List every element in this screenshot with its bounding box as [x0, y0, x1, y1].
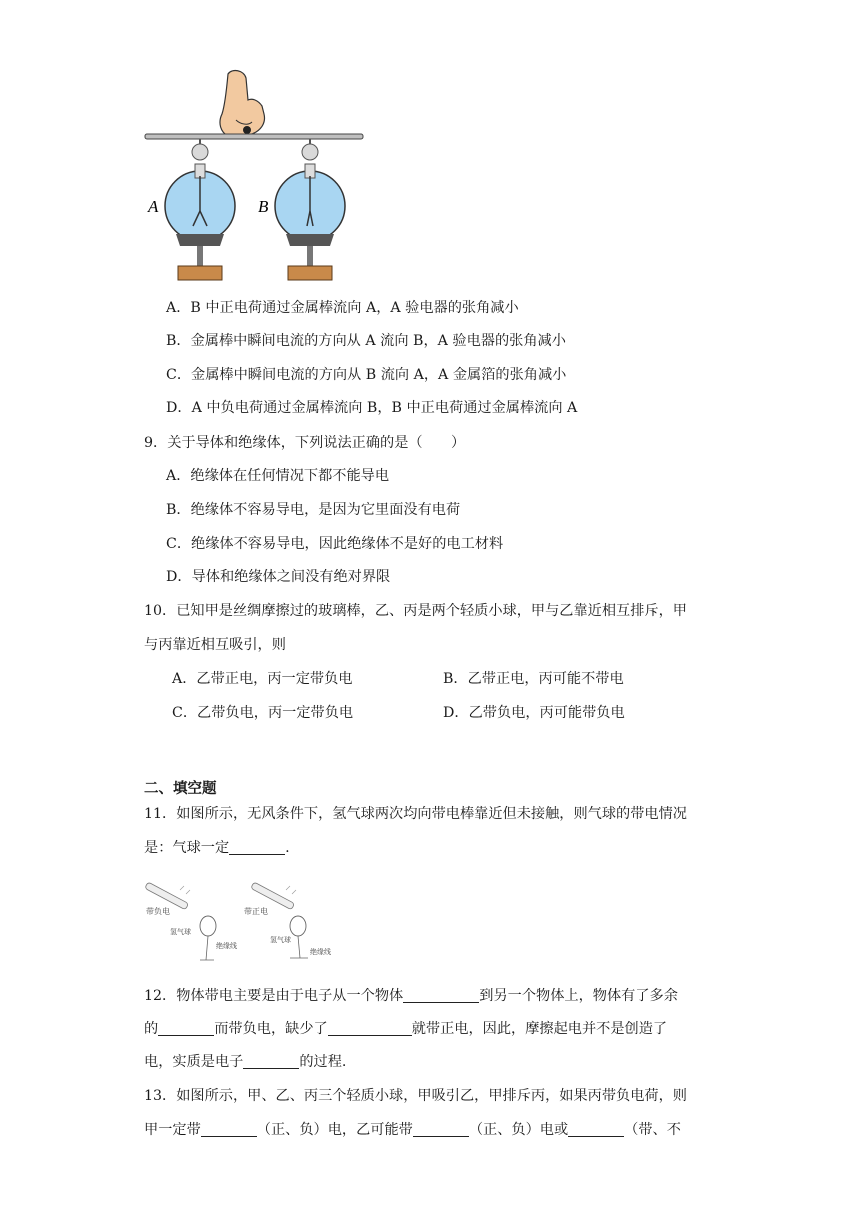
- thread1-label: 绝缘线: [216, 942, 237, 950]
- rod-positive: [251, 882, 296, 910]
- q12-text-3a: 电，实质是电子: [144, 1054, 244, 1070]
- q11-line2: [144, 838, 290, 858]
- q13-blank-3[interactable]: [568, 1120, 624, 1137]
- q12-text-2b: 而带负电，缺少了: [214, 1021, 328, 1037]
- q12-text-2a: 的: [144, 1021, 159, 1037]
- q11-text-b: .: [285, 840, 290, 856]
- q13-text-a: 甲一定带: [144, 1122, 201, 1138]
- balloon1-label: 氢气球: [170, 928, 191, 936]
- q13-blank-1[interactable]: [201, 1120, 257, 1137]
- q11-line1: 11．如图所示，无风条件下，氢气球两次均向带电棒靠近但未接触，则气球的带电情况: [144, 806, 687, 822]
- q10-stem-line1: 10．已知甲是丝绸摩擦过的玻璃棒，乙、丙是两个轻质小球，甲与乙靠近相互排斥，甲: [144, 603, 687, 619]
- q9-option-a: A．绝缘体在任何情况下都不能导电: [166, 468, 390, 484]
- label-b: B: [258, 197, 269, 216]
- electroscope-a: [165, 139, 235, 280]
- balloon-figure: [140, 872, 350, 972]
- q10-stem-line2: 与丙靠近相互吸引，则: [144, 637, 286, 653]
- q12-line1: [144, 986, 678, 1006]
- q13-text-b: （正、负）电，乙可能带: [256, 1122, 413, 1138]
- balloon-2: [290, 916, 308, 958]
- rod-negative: [145, 882, 190, 910]
- thread2-label: 绝缘线: [310, 948, 331, 956]
- q13-text-d: （带、不: [624, 1122, 681, 1138]
- q13-blank-2[interactable]: [413, 1120, 469, 1137]
- rod1-label: 带负电: [146, 907, 170, 916]
- q10-option-c: C．乙带负电，丙一定带负电: [172, 705, 354, 721]
- q13-line1: 13．如图所示，甲、乙、丙三个轻质小球，甲吸引乙，甲排斥丙，如果丙带负电荷，则: [144, 1088, 687, 1104]
- q13-line2: [144, 1120, 681, 1140]
- metal-rod: [145, 134, 363, 139]
- q10-option-d: D．乙带负电，丙可能带负电: [443, 705, 625, 721]
- q8-option-b: B．金属棒中瞬间电流的方向从 A 流向 B，A 验电器的张角减小: [166, 333, 566, 349]
- q9-option-d: D．导体和绝缘体之间没有绝对界限: [166, 569, 391, 585]
- electroscope-b: [275, 139, 345, 280]
- q12-blank-3[interactable]: [328, 1019, 412, 1036]
- balloon2-label: 氢气球: [270, 936, 291, 944]
- section-title: 二、填空题: [144, 780, 217, 797]
- q9-option-b: B．绝缘体不容易导电，是因为它里面没有电荷: [166, 502, 461, 518]
- q12-text-3b: 的过程.: [299, 1054, 347, 1070]
- q12-blank-4[interactable]: [243, 1052, 299, 1069]
- q12-blank-2[interactable]: [158, 1019, 214, 1036]
- q9-option-c: C．绝缘体不容易导电，因此绝缘体不是好的电工材料: [166, 536, 504, 552]
- q13-text-c: （正、负）电或: [468, 1122, 569, 1138]
- q12-line3: [144, 1052, 346, 1072]
- q10-option-b: B．乙带正电，丙可能不带电: [443, 671, 624, 687]
- q12-text-1a: 12．物体带电主要是由于电子从一个物体: [144, 988, 404, 1004]
- rod2-label: 带正电: [244, 907, 268, 916]
- balloon-1: [200, 916, 216, 960]
- q12-text-2c: 就带正电，因此，摩擦起电并不是创造了: [411, 1021, 668, 1037]
- q8-option-c: C．金属棒中瞬间电流的方向从 B 流向 A，A 金属箔的张角减小: [166, 367, 567, 383]
- q12-text-1b: 到另一个物体上，物体有了多余: [479, 988, 678, 1004]
- q12-line2: [144, 1019, 667, 1039]
- hand-icon: [220, 71, 265, 136]
- q10-option-a: A．乙带正电，丙一定带负电: [172, 671, 353, 687]
- q8-option-a: A．B 中正电荷通过金属棒流向 A，A 验电器的张角减小: [166, 300, 519, 316]
- q11-blank[interactable]: [229, 838, 285, 855]
- q8-option-d: D．A 中负电荷通过金属棒流向 B，B 中正电荷通过金属棒流向 A: [166, 400, 578, 416]
- label-a: A: [148, 197, 159, 216]
- electroscope-figure: [140, 66, 366, 286]
- q12-blank-1[interactable]: [403, 986, 479, 1003]
- q11-text-a: 是：气球一定: [144, 840, 230, 856]
- q9-stem: 9．关于导体和绝缘体，下列说法正确的是（ ）: [144, 435, 466, 451]
